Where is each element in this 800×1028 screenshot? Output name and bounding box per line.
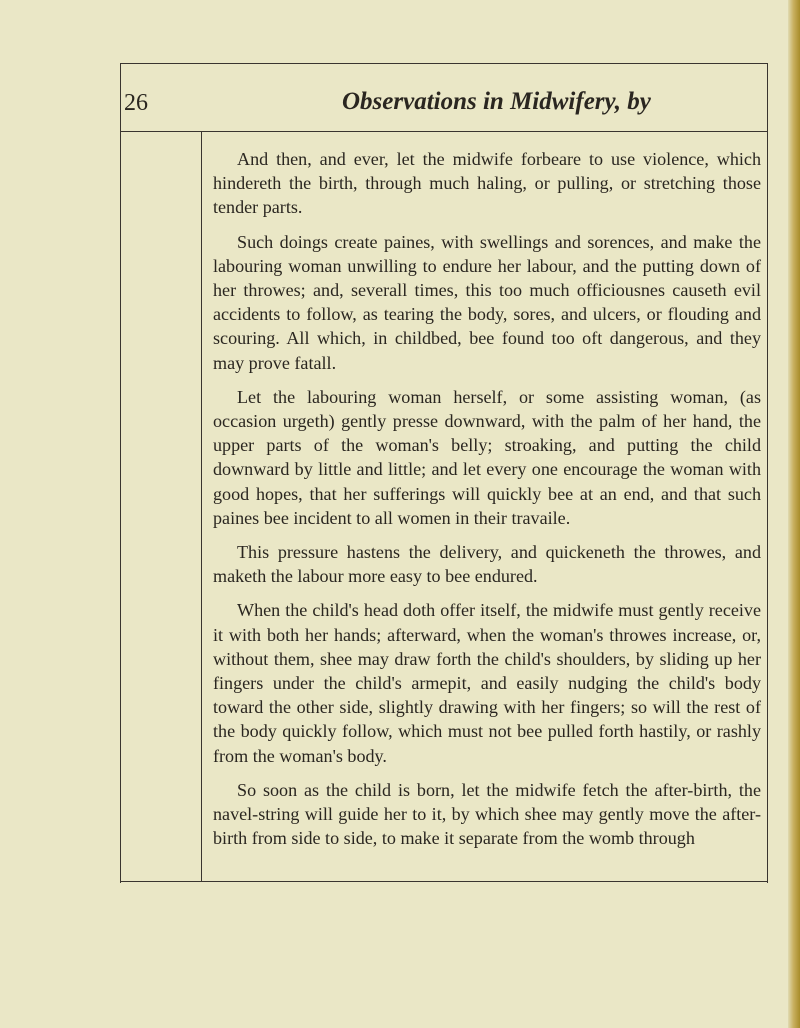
page-edge: [788, 0, 800, 1028]
paragraph-3: Let the labouring woman herself, or some assisting woman, (as occasion urgeth) gently presse downward, with the palm of her hand, the upper parts of the woman's belly; stroaking, and putting the child downward by little and little; and let every one encourage the woman with good hopes, that her sufferings will quickly bee at an end, and that such paines bee incident to all women in their travaile.: [213, 386, 761, 528]
bottom-rule: [120, 881, 768, 882]
paragraph-1: And then, and ever, let the midwife forbeare to use violence, which hindereth the birth, through much haling, or pulling, or stretching those tender parts.: [213, 149, 761, 218]
running-head: Observations in Midwifery, by: [342, 88, 651, 115]
header-rule: [120, 131, 768, 132]
paragraph-6: So soon as the child is born, let the midwife fetch the after-birth, the navel-string will guide her to it, by which shee may gently move the after-birth from side to side, to make it separate from the womb through: [213, 779, 761, 849]
page-number: 26: [124, 90, 148, 116]
paragraph-5: When the child's head doth offer itself, the midwife must gently receive it with both her hands; afterward, when the woman's throwes increase, or, without them, shee may draw forth the child's shoulders, by sliding up her fingers under the child's armepit, and easily nudging the child's body toward the other side, slightly drawing with her fingers; so will the rest of the body quickly follow, which must not bee pulled forth hastily, or rashly from the woman's body.: [213, 600, 761, 766]
body-text: [213, 147, 761, 860]
margin-column-rule: [201, 131, 202, 882]
paragraph-4: This pressure hastens the delivery, and quickeneth the throwes, and maketh the labour more easy to bee endured.: [213, 542, 761, 587]
paragraph-2: Such doings create paines, with swellings and sorences, and make the labouring woman unwilling to endure her labour, and the putting down of her throwes; and, severall times, this too much officiousnes causeth evil accidents to follow, as tearing the body, sores, and ulcers, or flouding and scouring. All which, in childbed, bee found too oft dangerous, and they may prove fatall.: [213, 231, 761, 373]
